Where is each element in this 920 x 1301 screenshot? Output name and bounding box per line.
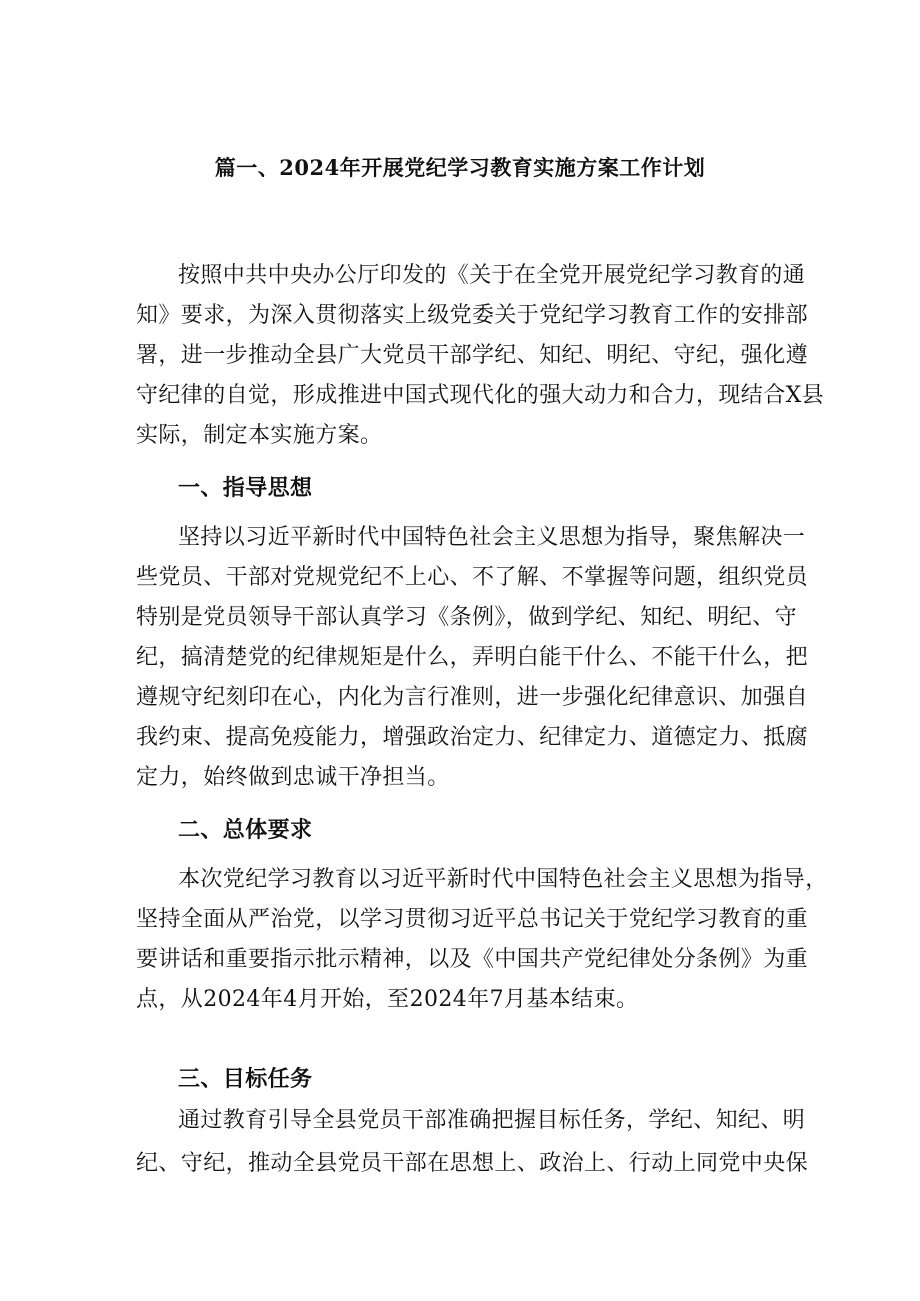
- paragraph-line: 要讲话和重要指示批示精神，以及《中国共产党纪律处分条例》为重: [136, 947, 809, 972]
- paragraph-line: 纪，搞清楚党的纪律规矩是什么，弄明白能干什么、不能干什么，把: [136, 645, 809, 670]
- paragraph-line: 特别是党员领导干部认真学习《条例》，做到学纪、知纪、明纪、守: [136, 605, 798, 630]
- paragraph-line: 坚持以习近平新时代中国特色社会主义思想为指导，聚焦解决一: [178, 525, 806, 550]
- paragraph-line: 定力，始终做到忠诚干净担当。: [136, 765, 450, 790]
- document-title: 篇一、2024年开展党纪学习教育实施方案工作计划: [214, 155, 706, 180]
- paragraph-line: 遵规守纪刻印在心，内化为言行准则，进一步强化纪律意识、加强自: [136, 685, 809, 710]
- paragraph-line: 实际，制定本实施方案。: [136, 423, 383, 448]
- paragraph-line: 守纪律的自觉，形成推进中国式现代化的强大动力和合力，现结合X县: [136, 383, 825, 408]
- paragraph-line: 本次党纪学习教育以习近平新时代中国特色社会主义思想为指导，: [178, 867, 828, 892]
- paragraph-line: 署，进一步推动全县广大党员干部学纪、知纪、明纪、守纪，强化遵: [136, 343, 809, 368]
- section-heading: 二、总体要求: [178, 817, 313, 843]
- section-heading: 三、目标任务: [178, 1066, 313, 1092]
- paragraph-line: 我约束、提高免疫能力，增强政治定力、纪律定力、道德定力、抵腐: [136, 725, 809, 750]
- paragraph-line: 通过教育引导全县党员干部准确把握目标任务，学纪、知纪、明: [178, 1108, 806, 1133]
- section-heading: 一、指导思想: [178, 475, 313, 501]
- paragraph-line: 知》要求，为深入贯彻落实上级党委关于党纪学习教育工作的安排部: [136, 303, 809, 328]
- paragraph-line: 点，从2024年4月开始，至2024年7月基本结束。: [136, 987, 639, 1012]
- paragraph-line: 坚持全面从严治党，以学习贯彻习近平总书记关于党纪学习教育的重: [136, 907, 809, 932]
- paragraph-line: 按照中共中央办公厅印发的《关于在全党开展党纪学习教育的通: [178, 263, 806, 288]
- paragraph-line: 些党员、干部对党规党纪不上心、不了解、不掌握等问题，组织党员: [136, 565, 809, 590]
- paragraph-line: 纪、守纪，推动全县党员干部在思想上、政治上、行动上同党中央保: [136, 1151, 809, 1176]
